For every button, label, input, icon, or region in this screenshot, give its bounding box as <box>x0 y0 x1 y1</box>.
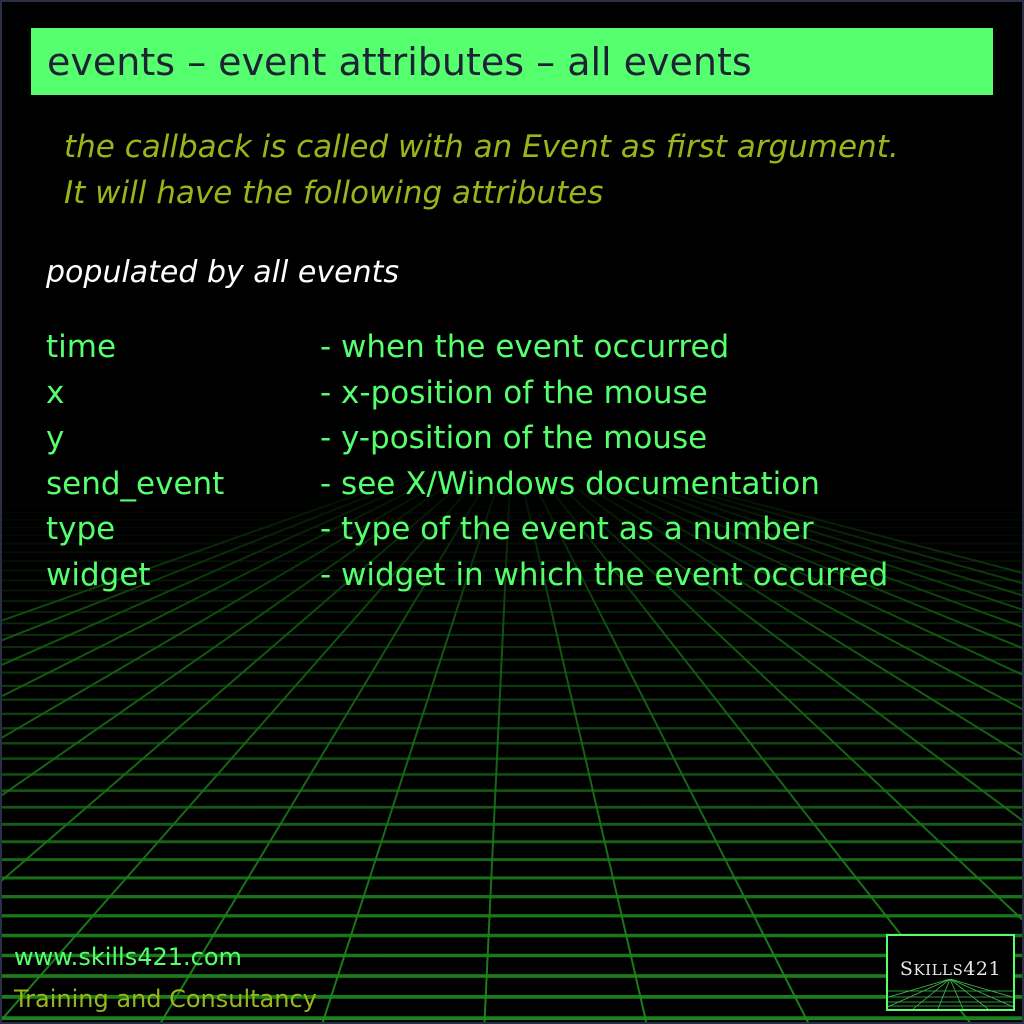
attribute-description: - see X/Windows documentation <box>320 465 820 502</box>
logo-grid-graphic <box>888 979 1013 1009</box>
page-title: events – event attributes – all events <box>47 39 752 84</box>
attribute-row <box>46 462 888 508</box>
logo-wordmark: SKILLS421 <box>899 958 1002 980</box>
attribute-row <box>46 416 888 462</box>
attribute-description: - y-position of the mouse <box>320 420 708 456</box>
footer-tagline: Training and Consultancy <box>14 985 317 1013</box>
attribute-description: - when the event occurred <box>320 329 730 365</box>
footer-website-link[interactable]: www.skills421.com <box>14 943 242 971</box>
attribute-row <box>46 325 888 371</box>
skills421-logo <box>886 934 1015 1011</box>
attribute-row <box>46 507 888 553</box>
intro-line-1: the callback is called with an Event as first argument. <box>64 129 899 165</box>
attribute-row <box>46 553 888 599</box>
attribute-description: - type of the event as a number <box>320 511 814 547</box>
attribute-list <box>46 325 888 598</box>
attribute-description: - x-position of the mouse <box>320 374 708 411</box>
attribute-name: type <box>46 511 116 547</box>
attribute-row <box>46 371 888 417</box>
attribute-name: time <box>46 329 117 365</box>
attribute-name: x <box>46 374 65 411</box>
attribute-description: - widget in which the event occurred <box>320 556 889 593</box>
intro-text <box>64 124 899 216</box>
title-bar <box>31 28 993 95</box>
section-heading: populated by all events <box>46 255 399 290</box>
intro-line-2: It will have the following attributes <box>64 175 604 211</box>
attribute-name: widget <box>46 556 151 593</box>
attribute-name: y <box>46 420 65 456</box>
attribute-name: send_event <box>46 465 225 502</box>
